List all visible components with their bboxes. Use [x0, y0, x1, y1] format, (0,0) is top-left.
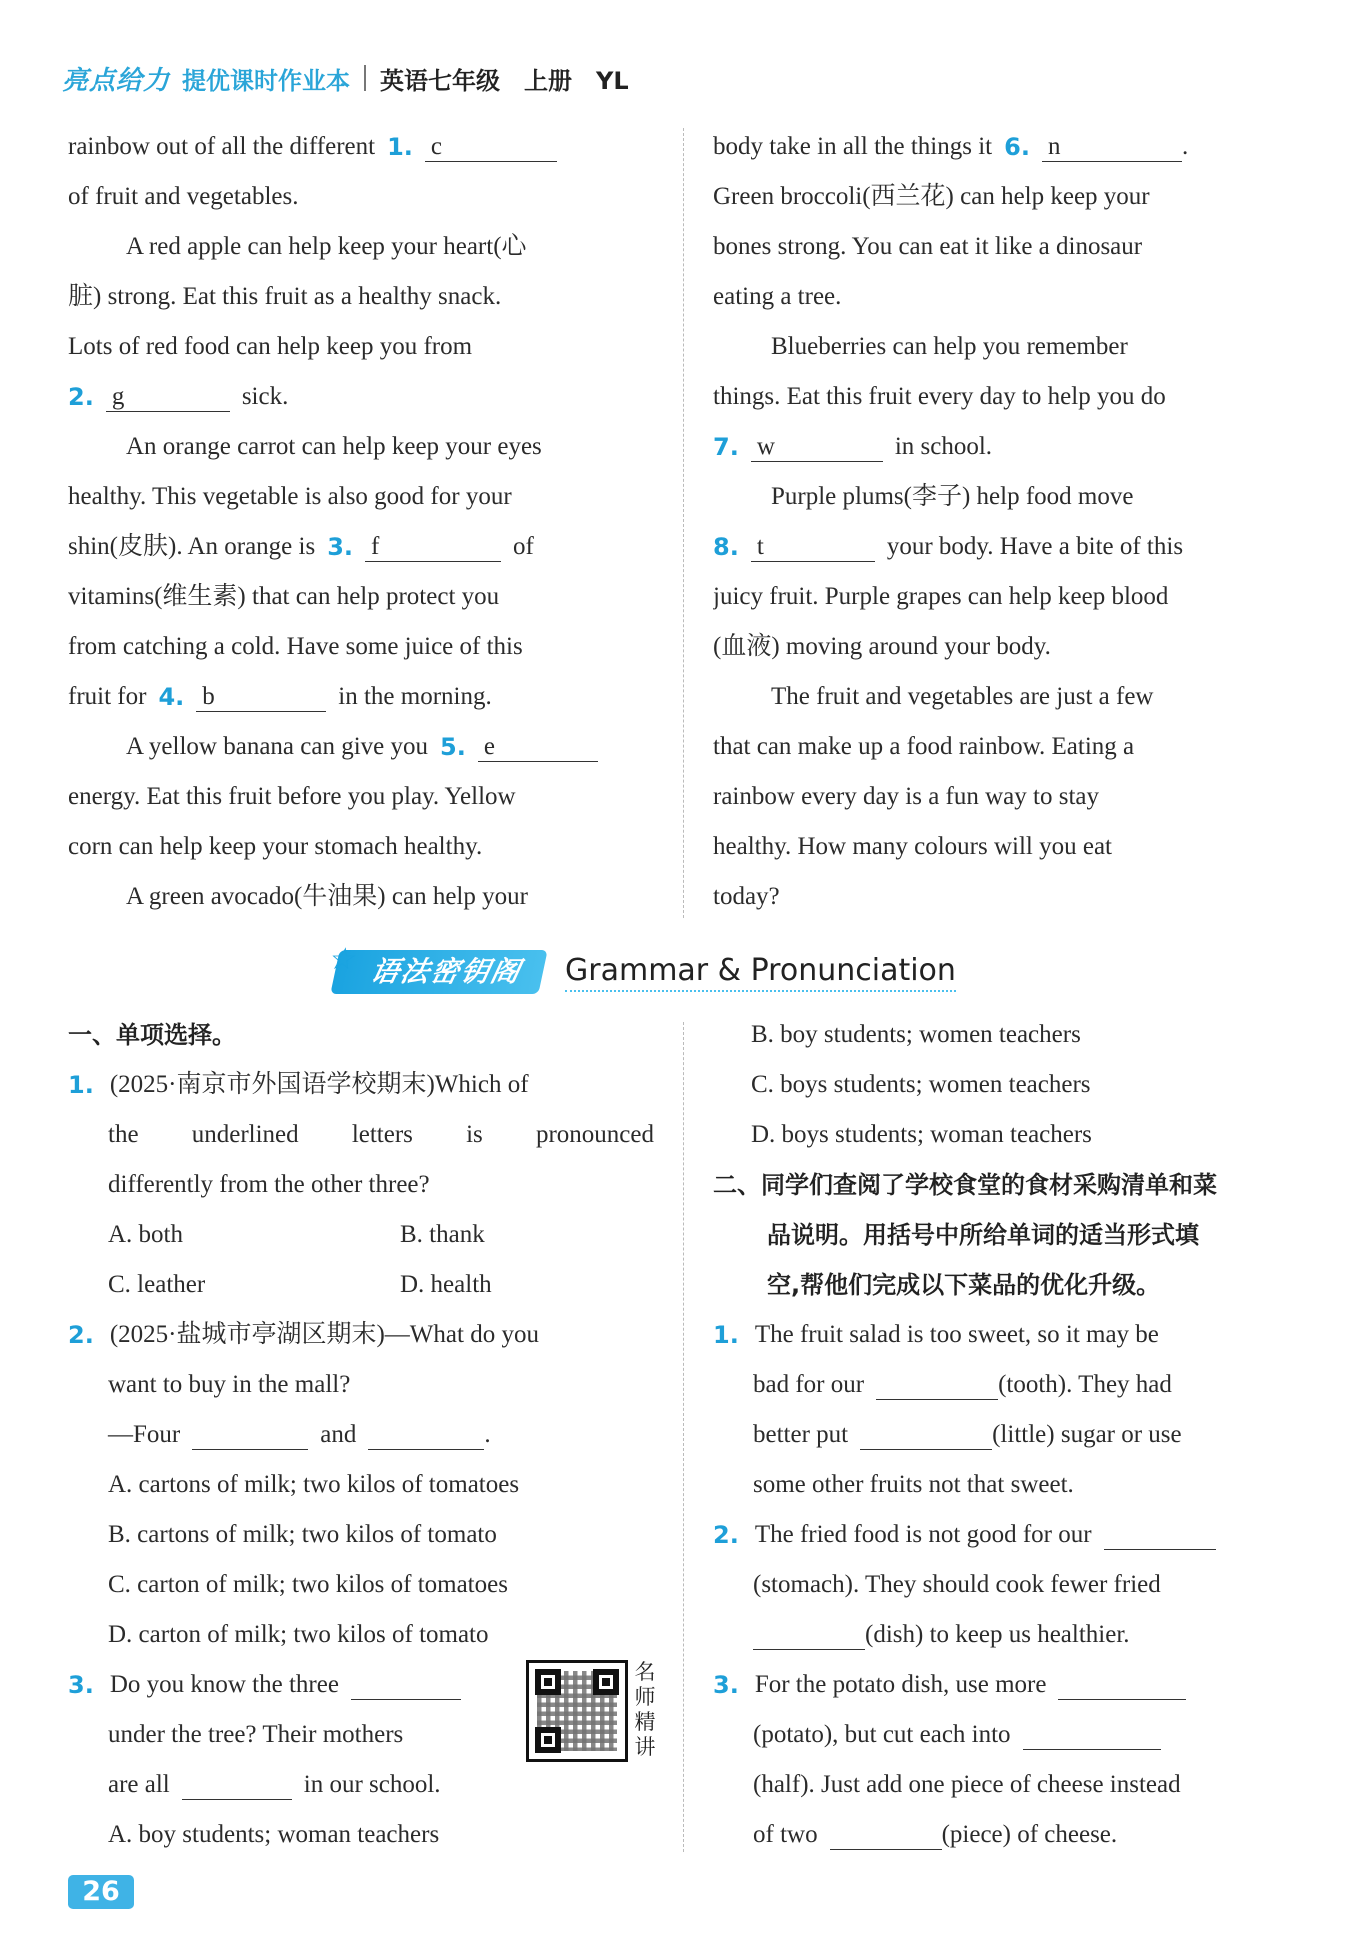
part1-title: 一、单项选择。	[68, 1021, 236, 1049]
passage-line: 7. w in school.	[713, 422, 1299, 472]
option-c[interactable]: C. leather	[108, 1271, 206, 1298]
series-title: 提优课时作业本	[182, 66, 351, 95]
passage-line: healthy. How many colours will you eat	[713, 833, 1112, 860]
answer-blank[interactable]: g	[106, 382, 230, 412]
fill-question-3: (half). Just add one piece of cheese instead	[753, 1771, 1181, 1798]
blank-number: 6.	[1004, 133, 1030, 161]
answer-blank[interactable]	[1058, 1670, 1186, 1700]
passage-line: fruit for 4. b in the morning.	[68, 672, 654, 722]
fill-question-1: 1. The fruit salad is too sweet, so it may be	[713, 1310, 1299, 1360]
header-divider	[364, 65, 366, 91]
question-number: 2.	[68, 1321, 94, 1349]
answer-blank[interactable]	[182, 1770, 292, 1800]
question-number: 3.	[713, 1671, 739, 1699]
qr-finder	[535, 1669, 561, 1695]
fill-question-3: (potato), but cut each into	[713, 1710, 1299, 1760]
question-1-line: 1. (2025·南京市外国语学校期末)Which of	[68, 1060, 654, 1110]
brand-logo: 亮点给力	[62, 65, 171, 96]
passage-line: energy. Eat this fruit before you play. Yellow	[68, 783, 516, 810]
blank-number: 2.	[68, 383, 94, 411]
passage-line: healthy. This vegetable is also good for your	[68, 483, 512, 510]
answer-blank[interactable]	[1104, 1520, 1216, 1550]
passage-line: corn can help keep your stomach healthy.	[68, 833, 483, 860]
option-a[interactable]: A. both	[108, 1221, 183, 1248]
blank-number: 8.	[713, 533, 739, 561]
answer-blank[interactable]	[368, 1420, 484, 1450]
part2-title: 空,帮他们完成以下菜品的优化升级。	[767, 1271, 1161, 1299]
passage-line: things. Eat this fruit every day to help you do	[713, 383, 1166, 410]
fill-question-2: 2. The fried food is not good for our	[713, 1510, 1299, 1560]
option-b[interactable]: B. boy students; women teachers	[751, 1021, 1081, 1048]
qr-code[interactable]	[526, 1660, 628, 1762]
column-divider-bottom	[683, 1022, 684, 1852]
part2-title: 品说明。用括号中所给单词的适当形式填	[767, 1221, 1199, 1249]
page-header	[62, 58, 629, 98]
star-icon: ☆	[325, 942, 363, 977]
passage-line: eating a tree.	[713, 283, 842, 310]
qr-finder	[535, 1727, 561, 1753]
passage-line: of fruit and vegetables.	[68, 183, 299, 210]
qr-finder	[593, 1669, 619, 1695]
passage-line: that can make up a food rainbow. Eating a	[713, 733, 1135, 760]
passage-line: The fruit and vegetables are just a few	[771, 683, 1154, 710]
part2-title: 二、同学们查阅了学校食堂的食材采购清单和菜	[713, 1171, 1217, 1199]
passage-line: 脏) strong. Eat this fruit as a healthy snack.	[68, 283, 502, 310]
passage-line: Blueberries can help you remember	[771, 333, 1128, 360]
question-2-line: want to buy in the mall?	[108, 1371, 351, 1398]
passage-line: (血液) moving around your body.	[713, 633, 1051, 660]
option-d[interactable]: D. health	[400, 1271, 492, 1298]
option-c[interactable]: C. boys students; women teachers	[751, 1071, 1091, 1098]
passage-line: 8. t your body. Have a bite of this	[713, 522, 1299, 572]
passage-line: A green avocado(牛油果) can help your	[126, 883, 528, 910]
passage-line: bones strong. You can eat it like a dinosaur	[713, 233, 1143, 260]
fill-question-3: 3. For the potato dish, use more	[713, 1660, 1299, 1710]
blank-number: 5.	[440, 733, 466, 761]
option-a[interactable]: A. boy students; woman teachers	[108, 1821, 440, 1848]
option-row	[68, 1210, 654, 1260]
option-b[interactable]: B. cartons of milk; two kilos of tomato	[108, 1521, 497, 1548]
fill-question-1: better put (little) sugar or use	[753, 1421, 1182, 1448]
fill-question-1: some other fruits not that sweet.	[753, 1471, 1074, 1498]
answer-blank[interactable]	[192, 1420, 308, 1450]
passage-line: Green broccoli(西兰花) can help keep your	[713, 183, 1150, 210]
section-title-cn: ☆ 语法密钥阁	[330, 950, 547, 994]
option-d[interactable]: D. carton of milk; two kilos of tomato	[108, 1621, 489, 1648]
option-d[interactable]: D. boys students; woman teachers	[751, 1121, 1092, 1148]
passage-line: Lots of red food can help keep you from	[68, 333, 473, 360]
answer-blank[interactable]	[830, 1820, 942, 1850]
answer-blank[interactable]: n	[1042, 132, 1182, 162]
fill-question-2: (dish) to keep us healthier.	[713, 1610, 1299, 1660]
answer-blank[interactable]: c	[425, 132, 557, 162]
question-number: 2.	[713, 1521, 739, 1549]
question-number: 1.	[713, 1321, 739, 1349]
passage-line: juicy fruit. Purple grapes can help keep blood	[713, 583, 1169, 610]
answer-blank[interactable]: t	[751, 532, 875, 562]
passage-line: vitamins(维生素) that can help protect you	[68, 583, 500, 610]
part2-right-column	[713, 1010, 1299, 1860]
answer-blank[interactable]	[876, 1370, 998, 1400]
answer-blank[interactable]	[1023, 1720, 1161, 1750]
passage-line: body take in all the things it 6. n .	[713, 122, 1299, 172]
section-title-en: Grammar & Pronunciation	[565, 953, 956, 992]
passage-line: A red apple can help keep your heart(心	[126, 233, 527, 260]
answer-blank[interactable]: e	[478, 732, 598, 762]
section-banner	[325, 940, 1035, 1004]
question-1-line: differently from the other three?	[108, 1171, 430, 1198]
answer-blank[interactable]	[753, 1620, 865, 1650]
question-2-line: —Four and .	[108, 1421, 491, 1448]
question-number: 3.	[68, 1671, 94, 1699]
option-a[interactable]: A. cartons of milk; two kilos of tomatoes	[108, 1471, 520, 1498]
option-b[interactable]: B. thank	[400, 1221, 485, 1248]
blank-number: 1.	[387, 133, 413, 161]
passage-line: today?	[713, 883, 780, 910]
answer-blank[interactable]	[351, 1670, 461, 1700]
question-3-line: 3. Do you know the three	[68, 1660, 654, 1710]
reading-left-column	[68, 122, 654, 922]
fill-question-3: of two (piece) of cheese.	[753, 1821, 1118, 1848]
passage-line: 2. g sick.	[68, 372, 654, 422]
blank-number: 7.	[713, 433, 739, 461]
question-3-line: are all in our school.	[108, 1771, 441, 1798]
column-divider-top	[683, 128, 684, 918]
passage-line: rainbow every day is a fun way to stay	[713, 783, 1099, 810]
passage-line: A yellow banana can give you 5. e	[68, 722, 654, 772]
passage-line: shin(皮肤). An orange is 3. f of	[68, 522, 654, 572]
answer-blank[interactable]: f	[365, 532, 501, 562]
page-number: 26	[68, 1875, 134, 1909]
question-number: 1.	[68, 1071, 94, 1099]
question-3-line: under the tree? Their mothers	[108, 1721, 404, 1748]
blank-number: 4.	[158, 683, 185, 711]
blank-number: 3.	[327, 533, 354, 561]
passage-line: Purple plums(李子) help food move	[771, 483, 1134, 510]
passage-line: rainbow out of all the different 1. c	[68, 122, 654, 172]
fill-question-1: bad for our (tooth). They had	[753, 1371, 1172, 1398]
passage-line: from catching a cold. Have some juice of this	[68, 633, 523, 660]
qr-label: 名师精讲	[634, 1660, 656, 1759]
question-2-line: 2. (2025·盐城市亭湖区期末)—What do you	[68, 1310, 654, 1360]
option-c[interactable]: C. carton of milk; two kilos of tomatoes	[108, 1571, 508, 1598]
book-title: 英语七年级 上册 YL	[380, 66, 629, 95]
passage-line: An orange carrot can help keep your eyes	[126, 433, 542, 460]
answer-blank[interactable]	[860, 1420, 992, 1450]
fill-question-2: (stomach). They should cook fewer fried	[753, 1571, 1161, 1598]
reading-right-column	[713, 122, 1299, 922]
question-1-line: the underlined letters is pronounced	[108, 1121, 654, 1148]
option-row	[68, 1260, 654, 1310]
answer-blank[interactable]: b	[196, 682, 326, 712]
answer-blank[interactable]: w	[751, 432, 883, 462]
